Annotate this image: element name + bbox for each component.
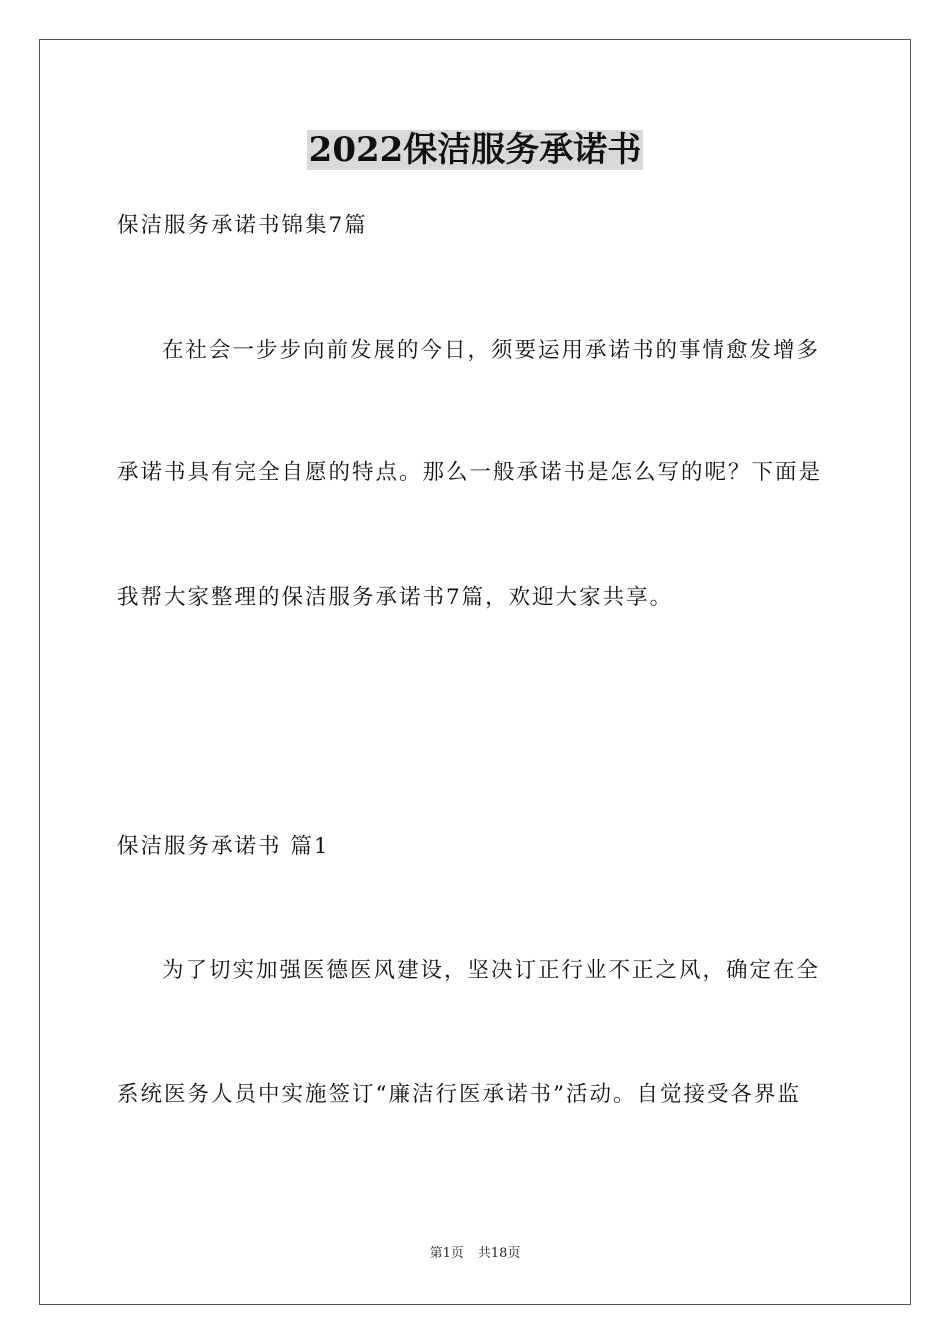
page-number: 第1页 bbox=[429, 1246, 464, 1261]
section-heading: 保洁服务承诺书 篇1 bbox=[117, 834, 330, 859]
document-subtitle: 保洁服务承诺书锦集7篇 bbox=[117, 213, 368, 238]
intro-line-2: 承诺书具有完全自愿的特点。那么一般承诺书是怎么写的呢？下面是 bbox=[117, 460, 823, 485]
section-line-2: 系统医务人员中实施签订“廉洁行医承诺书”活动。自觉接受各界监 bbox=[117, 1082, 801, 1107]
document-title-text: 2022保洁服务承诺书 bbox=[308, 130, 642, 170]
page-footer bbox=[0, 1245, 950, 1263]
intro-line-1: 在社会一步步向前发展的今日，须要运用承诺书的事情愈发增多 bbox=[162, 338, 821, 363]
page-total: 共18页 bbox=[477, 1246, 521, 1261]
intro-line-3: 我帮大家整理的保洁服务承诺书7篇，欢迎大家共享。 bbox=[117, 585, 674, 610]
section-line-1: 为了切实加强医德医风建设，坚决订正行业不正之风，确定在全 bbox=[162, 958, 821, 983]
document-title bbox=[0, 128, 950, 172]
